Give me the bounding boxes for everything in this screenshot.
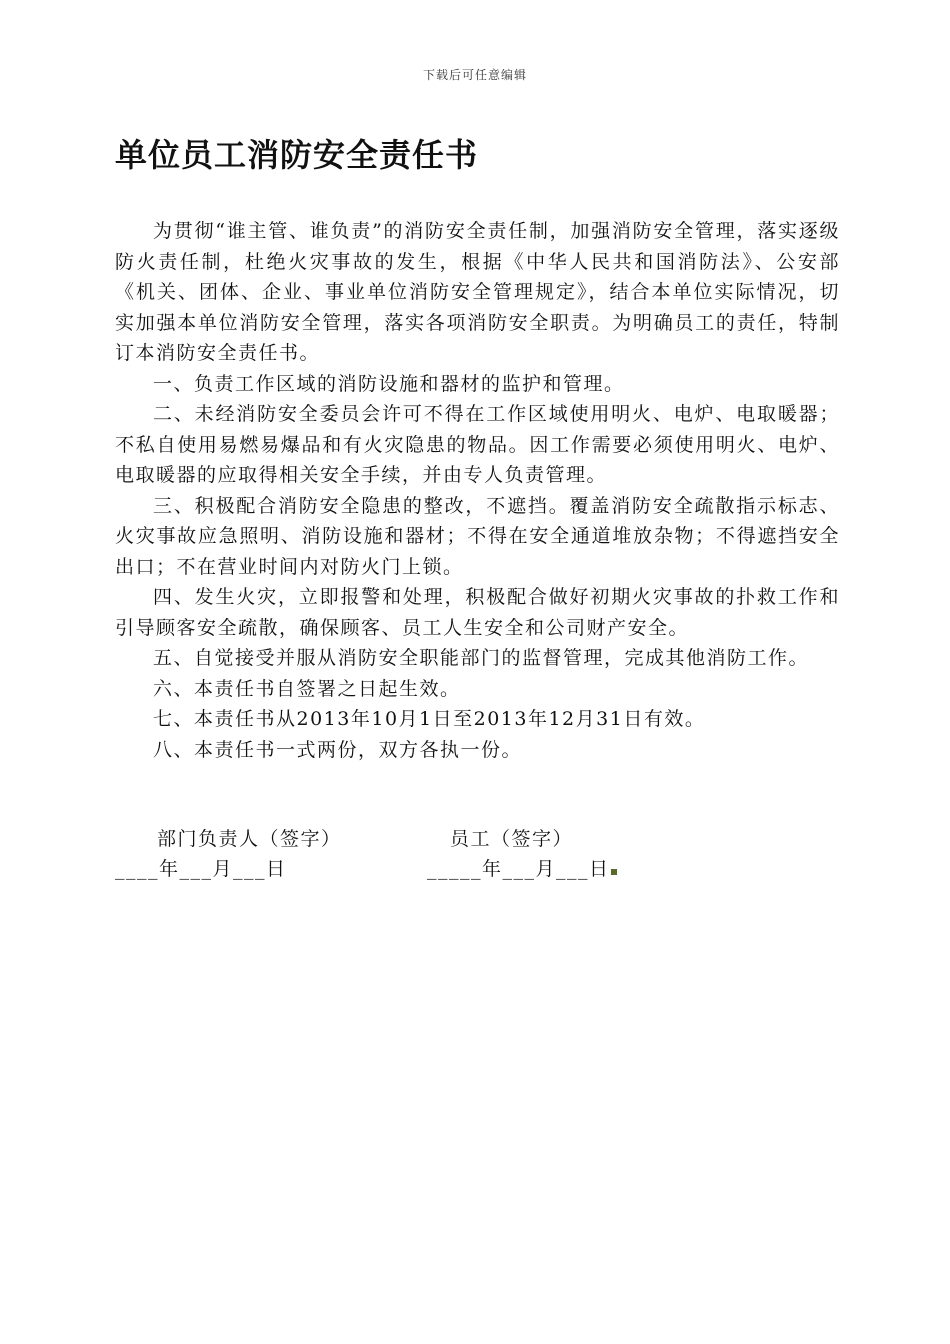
department-head-date: ____年___月___日	[115, 858, 287, 880]
department-head-signature-label: 部门负责人（签字）	[157, 828, 342, 850]
signature-date-row	[115, 854, 840, 884]
document-title: 单位员工消防安全责任书	[115, 136, 479, 174]
clause-5: 五、自觉接受并服从消防安全职能部门的监督管理，完成其他消防工作。	[153, 647, 810, 669]
clause-8: 八、本责任书一式两份，双方各执一份。	[153, 738, 523, 761]
clause-7: 七、本责任书从2013年10月1日至2013年12月31日有效。	[153, 708, 706, 730]
intro-paragraph: 为贯彻“谁主管、谁负责”的消防安全责任制，加强消防安全管理，落实逐级防火责任制，杜绝火灾事故的发生，根据《中华人民共和国消防法》、公安部《机关、团体、企业、事业单位消防安全管理规定》，结合本单位实际情况，切实加强本单位消防安全管理，落实各项消防安全职责。为明确员工的责任，特制订本消防安全责任书。	[115, 220, 840, 364]
signature-block	[115, 824, 840, 884]
end-mark-icon	[611, 869, 617, 875]
employee-date: _____年___月___日	[427, 858, 610, 880]
clause-1: 一、负责工作区域的消防设施和器材的监护和管理。	[153, 372, 625, 395]
clause-4: 四、发生火灾，立即报警和处理，积极配合做好初期火灾事故的扑救工作和引导顾客安全疏散，确保顾客、员工人生安全和公司财产安全。	[115, 586, 840, 639]
clause-2: 二、未经消防安全委员会许可不得在工作区域使用明火、电炉、电取暖器；不私自使用易燃易爆品和有火灾隐患的物品。因工作需要必须使用明火、电炉、电取暖器的应取得相关安全手续，并由专人负责管理。	[115, 403, 840, 486]
clause-3: 三、积极配合消防安全隐患的整改，不遮挡。覆盖消防安全疏散指示标志、火灾事故应急照明、消防设施和器材；不得在安全通道堆放杂物；不得遮挡安全出口；不在营业时间内对防火门上锁。	[115, 494, 840, 578]
clause-6: 六、本责任书自签署之日起生效。	[153, 677, 461, 700]
signature-label-row	[115, 824, 840, 854]
employee-date-wrap	[427, 854, 617, 884]
document-body	[115, 216, 840, 765]
header-note: 下载后可任意编辑	[422, 68, 527, 82]
employee-signature-label: 员工（签字）	[450, 828, 574, 850]
